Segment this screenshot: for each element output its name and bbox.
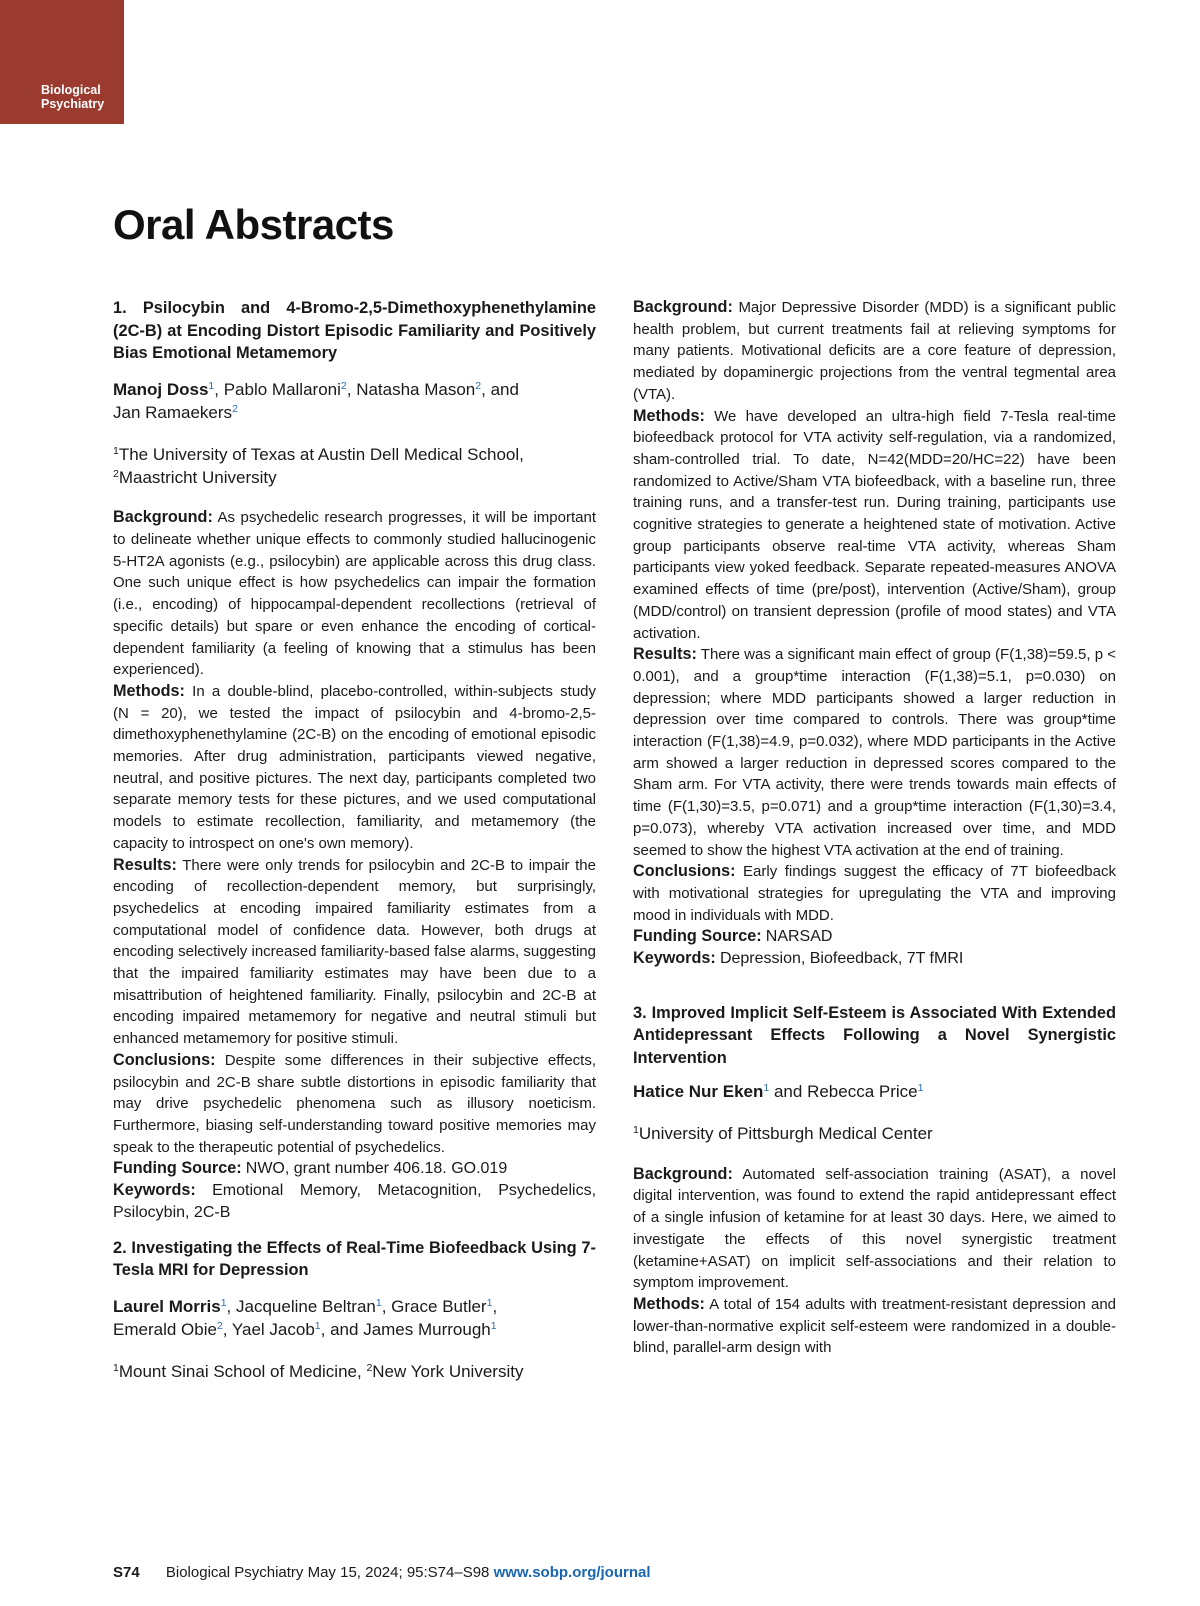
author-name: Natasha Mason: [356, 379, 476, 399]
left-column: [113, 297, 596, 1383]
section-text: NARSAD: [765, 928, 833, 946]
section-text: Depression, Biofeedback, 7T fMRI: [719, 950, 964, 968]
section-label: Background:: [633, 298, 733, 316]
page-footer: [113, 1563, 651, 1583]
abstract-1-results: [113, 855, 596, 1050]
author-name: James Murrough: [363, 1319, 491, 1339]
section-text: Automated self-association training (ASAT), a novel digital intervention, was found to extend the rapid antidepressant effect of a single infusion of ketamine for at least 30 days. Here, we aimed to investigate the effects of this novel synergistic treatment (ketamine+ASAT) on implicit self-associations and their relation to symptom improvement.: [633, 1165, 1116, 1292]
author-name: Rebecca Price: [807, 1082, 918, 1102]
author-name: Hatice Nur Eken: [633, 1082, 764, 1102]
affiliation-marker: 1: [113, 1361, 119, 1374]
section-label: Keywords:: [633, 949, 716, 968]
right-column: [633, 297, 1116, 1359]
abstract-3-authors: [633, 1080, 1116, 1103]
section-label: Keywords:: [113, 1181, 196, 1200]
affiliation-name: Mount Sinai School of Medicine,: [118, 1361, 362, 1381]
author-affiliation-ref: 1: [917, 1082, 924, 1095]
author-conjunction: and: [330, 1319, 359, 1339]
author-conjunction: and: [773, 1082, 803, 1102]
author-affiliation-ref: 1: [208, 379, 215, 392]
journal-logo-line2: Psychiatry: [41, 97, 105, 111]
abstract-1: [113, 297, 596, 1224]
abstract-1-body: [113, 507, 596, 1223]
abstract-3-title: 3. Improved Implicit Self-Esteem is Associated With Extended Antidepressant Effects Following a Novel Synergistic Intervention: [633, 1003, 1116, 1067]
section-label: Results:: [633, 645, 697, 664]
section-text: We have developed an ultra-high field 7-Tesla real-time biofeedback protocol for VTA activity self-regulation, via a randomized, sham-controlled trial. To date, N=42(MDD=20/HC=22) have been randomized to Active/Sham VTA biofeedback, with a baseline run, three training runs, and a transfer-test run. During training, participants use cognitive strategies to generate a heightened state of motivation. Active group participants observe real-time VTA activity, whereas Sham participants view yoked feedback. Separate repeated-measures ANOVA examined effects of time (pre/post), intervention (Active/Sham), group (MDD/control) on transient depression (profile of mood states) and VTA activation.: [633, 407, 1117, 642]
section-label: Results:: [113, 855, 177, 874]
section-label: Funding Source:: [633, 927, 762, 946]
author-affiliation-ref: 1: [763, 1082, 770, 1095]
abstract-2-methods: [633, 406, 1116, 645]
abstract-3-background: [633, 1164, 1116, 1294]
abstract-1-funding: [113, 1158, 596, 1180]
author-affiliation-ref: 1: [220, 1296, 227, 1309]
abstract-1-authors: Manoj Doss$^1$, Pablo Mallaroni$^2$, Natasha Mason$^2$, and Jan Ramaekers$^2$: [113, 379, 519, 422]
author-affiliation-ref: 2: [475, 379, 482, 392]
affiliation-marker: 1: [633, 1124, 639, 1137]
section-text: Emotional Memory, Metacognition, Psychedelics, Psilocybin, 2C-B: [113, 1182, 597, 1221]
section-text: NWO, grant number 406.18. GO.019: [245, 1160, 508, 1178]
author-affiliation-ref: 1: [314, 1319, 321, 1332]
affiliation-name: University of Pittsburgh Medical Center: [638, 1124, 933, 1144]
section-text: As psychedelic research progresses, it will be important to delineate whether unique effects to commonly studied hallucinogenic 5-HT2A agonists (e.g., psilocybin) are applicable across this drug class. One such unique effect is how psychedelics can impair the formation (i.e., encoding) of hippocampal-dependent recollections (retrieval of specific details) but spare or even enhance the encoding of cortical-dependent familiarity (a feeling of knowing that a stimulus has been experienced).: [113, 509, 596, 679]
abstract-2-conclusions: [633, 861, 1116, 926]
author-affiliation-ref: 1: [490, 1319, 497, 1332]
abstract-1-keywords: [113, 1180, 596, 1223]
abstract-2-keywords: [633, 948, 1116, 970]
journal-url-link[interactable]: www.sobp.org/journal: [493, 1564, 651, 1581]
section-label: Conclusions:: [633, 862, 736, 881]
section-label: Methods:: [633, 1294, 705, 1313]
journal-citation: Biological Psychiatry May 15, 2024; 95:S74–S98: [165, 1564, 490, 1581]
author-name: Pablo Mallaroni: [223, 379, 341, 399]
section-label: Background:: [633, 1164, 733, 1183]
abstract-2-results: [633, 644, 1116, 861]
section-text: Early findings suggest the efficacy of 7T biofeedback with motivational strategies for upregulating the VTA and improving mood in individuals with MDD.: [633, 863, 1116, 924]
author-affiliation-ref: 1: [486, 1296, 493, 1309]
author-name: Laurel Morris: [113, 1296, 221, 1316]
section-label: Methods:: [633, 406, 705, 425]
affiliation-marker: 2: [366, 1361, 373, 1374]
section-text: Despite some differences in their subjective effects, psilocybin and 2C-B share subtle distortions in episodic familiarity that may drive psychedelic phenomena such as illusory noeticism. Furthermore, biasing self-understanding toward positive memories may speak to the therapeutic potential of psychedelics.: [113, 1051, 596, 1156]
abstract-2-body: [633, 297, 1116, 970]
abstract-1-methods: [113, 681, 596, 855]
affiliation-name: The University of Texas at Austin Dell Medical School,: [118, 444, 524, 464]
author-conjunction: and: [490, 379, 519, 399]
author-name: Jacqueline Beltran: [236, 1296, 376, 1316]
abstract-2-affiliations: [113, 1360, 596, 1383]
author-name: Yael Jacob: [231, 1319, 315, 1339]
abstract-3-affiliations: [633, 1122, 1116, 1145]
author-name: Emerald Obie: [113, 1319, 217, 1339]
author-name: Manoj Doss: [113, 379, 209, 399]
section-text: In a double-blind, placebo-controlled, within-subjects study (N = 20), we tested the impact of psilocybin and 4-bromo-2,5-dimethoxyphenethylamine (2C-B) on the encoding of emotional episodic memories. After drug administration, participants viewed negative, neutral, and positive pictures. The next day, participants completed two separate memory tests for these pictures, and we used computational models to estimate recollection, familiarity, and metamemory (the capacity to introspect on one's own memory).: [113, 682, 597, 852]
page-title: Oral Abstracts: [113, 201, 394, 248]
abstract-3: [633, 1002, 1116, 1359]
journal-logo-line1: Biological: [41, 83, 101, 97]
author-affiliation-ref: 2: [340, 379, 347, 392]
abstract-2: [113, 1237, 596, 1383]
affiliation-name: Maastricht University: [118, 467, 277, 487]
section-label: Methods:: [113, 681, 185, 700]
affiliation-marker: 1: [113, 444, 119, 457]
affiliation-marker: 2: [113, 467, 119, 480]
abstract-2-funding: [633, 926, 1116, 948]
section-label: Background:: [113, 508, 213, 527]
author-affiliation-ref: 2: [216, 1319, 223, 1332]
affiliation-name: New York University: [372, 1361, 524, 1381]
abstract-3-body: [633, 1164, 1116, 1359]
author-name: Jan Ramaekers: [113, 402, 233, 422]
page-number: S74: [113, 1564, 140, 1581]
journal-logo-tab: [0, 0, 124, 124]
abstract-1-background: [113, 507, 596, 681]
section-label: Conclusions:: [113, 1050, 216, 1069]
section-text: A total of 154 adults with treatment-resistant depression and lower-than-normative explicit self-esteem were randomized in a double-blind, parallel-arm design with: [633, 1295, 1116, 1357]
section-label: Funding Source:: [113, 1159, 242, 1178]
author-affiliation-ref: 2: [232, 402, 238, 415]
author-name: Grace Butler: [391, 1296, 487, 1316]
abstract-3-methods: [633, 1294, 1116, 1359]
section-text: There was a significant main effect of group (F(1,38)=59.5, p < 0.001), and a group*time interaction (F(1,38)=5.1, p=0.030) on depression; where MDD participants showed a larger reduction in depression over time compared to controls. There was group*time interaction (F(1,38)=4.9, p=0.032), where MDD participants in the Active arm showed a larger reduction in depressed scores compared to the Sham arm. For VTA activity, there were trends towards main effects of time (F(1,30)=3.5, p=0.071) and a group*time interaction (F(1,30)=3.4, p=0.073), whereby VTA activation increased over time, and MDD seemed to show the highest VTA activation at the end of training.: [633, 646, 1116, 859]
section-text: Major Depressive Disorder (MDD) is a significant public health problem, but current treatments fail at relieving symptoms for many patients. Motivational deficits are a core feature of depression, mediated by dopaminergic projections from the ventral tegmental area (VTA).: [633, 299, 1116, 403]
abstract-1-title: 1. Psilocybin and 4-Bromo-2,5-Dimethoxyphenethylamine (2C-B) at Encoding Distort Episodic Familiarity and Positively Bias Emotional Metamemory: [113, 299, 596, 362]
abstract-2-title: 2. Investigating the Effects of Real-Time Biofeedback Using 7-Tesla MRI for Depression: [113, 1238, 596, 1280]
abstract-2-background: [633, 297, 1116, 406]
section-text: There were only trends for psilocybin and 2C-B to impair the encoding of recollection-dependent memory, but surprisingly, psychedelics at encoding impaired familiarity estimates from a computational model of confidence data. However, both drugs at encoding selectively increased familiarity-based false alarms, suggesting that the impaired familiarity estimates may have been due to a misattribution of heightened familiarity. Finally, psilocybin and 2C-B at encoding impaired metamemory for negative and neutral stimuli but enhanced metamemory for positive stimuli.: [113, 856, 596, 1048]
abstract-2-authors: Laurel Morris$^1$, Jacqueline Beltran$^1$, Grace Butler$^1$, Emerald Obie$^2$, Yael Jacob$^1$, and James Murrough$^1$: [113, 1296, 498, 1339]
author-affiliation-ref: 1: [375, 1296, 382, 1309]
abstract-1-conclusions: [113, 1050, 596, 1159]
abstract-1-affiliations: [113, 443, 596, 490]
